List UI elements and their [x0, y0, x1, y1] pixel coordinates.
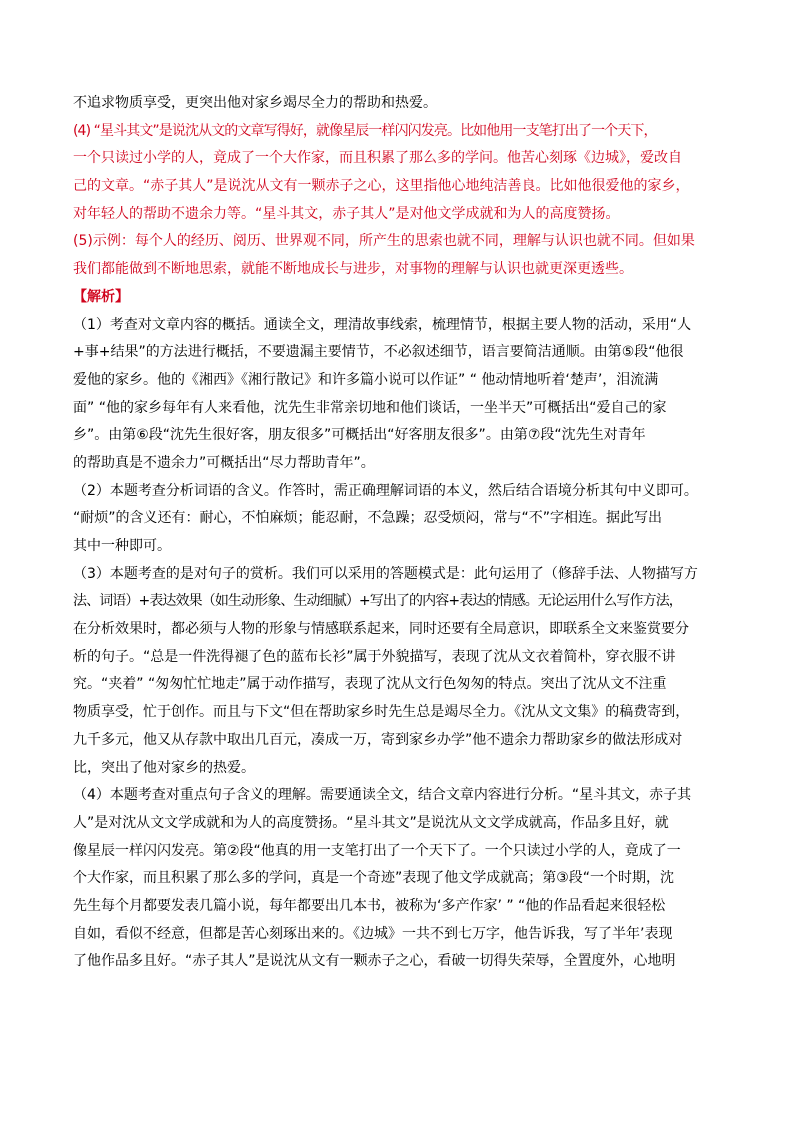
analysis-line: 的帮助真是不遗余力”可概括出“尽力帮助青年”。: [73, 454, 375, 471]
answer-line: 一个只读过小学的人，竟成了一个大作家，而且积累了那么多的学问。他苦心刻琢《边城》，爱改自: [73, 150, 682, 167]
analysis-line: 面” “他的家乡每年有人来看他，沈先生非常亲切地和他们谈话，一坐半天”可概括出“爱自己的家: [73, 399, 667, 416]
analysis-line: （3）本题考查的是对句子的赏析。我们可以采用的答题模式是：此句运用了（修辞手法、人物描写方: [73, 565, 698, 582]
analysis-line: （2）本题考查分析词语的含义。作答时，需正确理解词语的本义，然后结合语境分析其句中义即可。: [73, 482, 698, 499]
answer-line: 我们都能做到不断地思索，就能不断地成长与进步，对事物的理解与认识也就更深更透些。: [73, 261, 633, 278]
analysis-line: 究。“夹着” “匆匆忙忙地走”属于动作描写，表现了沈从文行色匆匆的特点。突出了沈从文不注重: [73, 676, 667, 693]
analysis-line: 法、词语）+表达效果（如生动形象、生动细腻）+写出了的内容+表达的情感。无论运用什么写作方法，: [73, 593, 682, 610]
analysis-heading: 【解析】: [73, 288, 129, 305]
analysis-line: 其中一种即可。: [73, 538, 171, 554]
answer-line: 己的文章。“赤子其人”是说沈从文有一颗赤子之心，这里指他心地纯洁善良。比如他很爱他的家乡，: [73, 178, 690, 195]
analysis-line: 个大作家，而且积累了那么多的学问，真是一个奇迹”表现了他文学成就高；第③段“一个时期，沈: [73, 870, 675, 887]
analysis-line: “耐烦”的含义还有：耐心，不怕麻烦；能忍耐，不急躁；忍受烦闷，常与“不”字相连。据此写出: [73, 510, 663, 527]
analysis-line: 了他作品多且好。“赤子其人”是说沈从文有一颗赤子之心，看破一切得失荣辱，全置度外，心地明: [73, 953, 676, 970]
analysis-line: 比，突出了他对家乡的热爱。: [73, 759, 255, 776]
analysis-line: （1）考查对文章内容的概括。通读全文，理清故事线索，梳理情节，根据主要人物的活动，采用“人: [73, 316, 692, 333]
answer-line: (4) “星斗其文”是说沈从文的文章写得好，就像星辰一样闪闪发亮。比如他用一支笔打出了一个天下，: [73, 122, 657, 139]
answer-line: 不追求物质享受，更突出他对家乡竭尽全力的帮助和热爱。: [73, 95, 437, 111]
analysis-section: [73, 284, 723, 976]
answer-line: (5)示例：每个人的经历、阅历、世界观不同，所产生的思索也就不同，理解与认识也就不同。但如果: [73, 233, 695, 250]
analysis-line: 像星辰一样闪闪发亮。第②段“他真的用一支笔打出了一个天下了。一个只读过小学的人，竟成了一: [73, 842, 681, 859]
analysis-line: 在分析效果时，都必须与人物的形象与情感联系起来，同时还要有全局意识，即联系全文来鉴赏要分: [73, 621, 689, 638]
analysis-line: 物质享受，忙于创作。而且与下文“但在帮助家乡时先生总是竭尽全力。《沈从文文集》的稿费寄到，: [73, 704, 690, 721]
answer-section: [73, 90, 723, 284]
analysis-line: 先生每个月都要发表几篇小说，每年都要出几本书，被称为‘多产作家’ ” “他的作品看起来很轻松: [73, 897, 666, 914]
analysis-line: 爱他的家乡。他的《湘西》《湘行散记》和许多篇小说可以作证” “ 他动情地听着‘楚声’，泪流满: [73, 371, 659, 388]
analysis-line: 乡”。由第⑥段“沈先生很好客，朋友很多”可概括出“好客朋友很多”。由第⑦段“沈先生对青年: [73, 427, 646, 444]
analysis-line: +事+结果”的方法进行概括，不要遗漏主要情节，不必叙述细节，语言要简洁通顺。由第⑤段“他很: [73, 344, 684, 361]
analysis-line: 人”是对沈从文文学成就和为人的高度赞扬。“星斗其文”是说沈从文文学成就高，作品多且好，就: [73, 814, 669, 831]
analysis-line: 析的句子。“总是一件洗得褪了色的蓝布长衫”属于外貌描写，表现了沈从文衣着简朴，穿衣服不讲: [73, 648, 676, 665]
analysis-line: 自如，看似不经意，但都是苦心刻琢出来的。《边城》一共不到七万字，他告诉我，写了半年’表现: [73, 925, 673, 942]
document-page: [73, 90, 723, 976]
analysis-line: （4）本题考查对重点句子含义的理解。需要通读全文，结合文章内容进行分析。“星斗其文，赤子其: [73, 787, 692, 804]
analysis-line: 九千多元，他又从存款中取出几百元，凑成一万，寄到家乡办学”他不遗余力帮助家乡的做法形成对: [73, 731, 683, 748]
answer-line: 对年轻人的帮助不遗余力等。“星斗其文，赤子其人”是对他文学成就和为人的高度赞扬。: [73, 205, 620, 222]
